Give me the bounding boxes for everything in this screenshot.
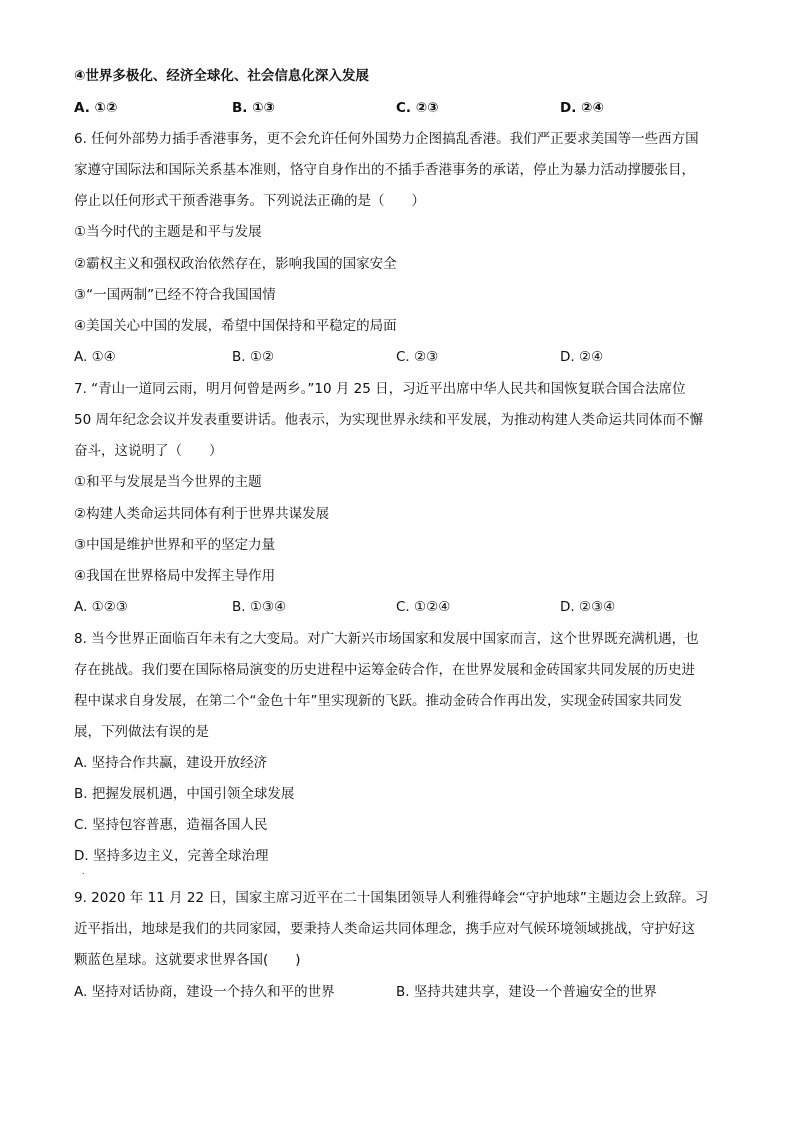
q5-item-4: ④世界多极化、经济全球化、社会信息化深入发展 bbox=[74, 68, 369, 84]
q6-stem-line-1: 6. 任何外部势力插手香港事务，更不会允许任何外国势力企图搞乱香港。我们严正要求美国等一些西方国 bbox=[74, 131, 699, 147]
q8-stem-line-2: 存在挑战。我们要在国际格局演变的历史进程中运筹金砖合作，在世界发展和金砖国家共同发展的历史进 bbox=[74, 662, 695, 678]
q8-choice-a: A. 坚持合作共赢，建设开放经济 bbox=[74, 755, 268, 771]
q6-options bbox=[74, 347, 734, 367]
q9-stem-line-1: 9. 2020 年 11 月 22 日，国家主席习近平在二十国集团领导人利雅得峰会“守护地球”主题边会上致辞。习 bbox=[74, 890, 709, 906]
q6-stem-line-3: 停止以任何形式干预香港事务。下列说法正确的是（ ） bbox=[74, 193, 425, 209]
q5-option-d: D. ②④ bbox=[560, 100, 604, 116]
q6-item-2: ②霸权主义和强权政治依然存在，影响我国的国家安全 bbox=[74, 256, 397, 272]
q8-choice-b: B. 把握发展机遇，中国引领全球发展 bbox=[74, 786, 295, 802]
q8-choice-d: D. 坚持多边主义，完善全球治理 bbox=[74, 848, 269, 864]
q5-option-c: C. ②③ bbox=[396, 100, 439, 116]
q8-stem-line-3: 程中谋求自身发展，在第二个“金色十年”里实现新的飞跃。推动金砖合作再出发，实现金砖国家共同发 bbox=[74, 693, 682, 709]
q8-stem-line-1: 8. 当今世界正面临百年未有之大变局。对广大新兴市场国家和发展中国家而言，这个世界既充满机遇，也 bbox=[74, 631, 699, 647]
q7-stem-line-2: 50 周年纪念会议并发表重要讲话。他表示，为实现世界永续和平发展，为推动构建人类命运共同体而不懈 bbox=[74, 412, 703, 428]
stray-dot: . bbox=[82, 867, 85, 876]
q9-options bbox=[74, 982, 734, 1002]
q7-item-1: ①和平与发展是当今世界的主题 bbox=[74, 474, 262, 490]
q7-option-c: C. ①②④ bbox=[396, 599, 451, 615]
q7-item-4: ④我国在世界格局中发挥主导作用 bbox=[74, 568, 276, 584]
q7-item-3: ③中国是维护世界和平的坚定力量 bbox=[74, 537, 276, 553]
q9-stem-line-3: 颗蓝色星球。这就要求世界各国( ) bbox=[74, 952, 301, 968]
q9-option-b: B. 坚持共建共享，建设一个普遍安全的世界 bbox=[396, 984, 657, 1000]
q7-stem-line-1: 7. “青山一道同云雨，明月何曾是两乡。”10 月 25 日，习近平出席中华人民共和国恢复联合国合法席位 bbox=[74, 381, 686, 397]
q6-option-b: B. ①② bbox=[232, 349, 275, 365]
q6-item-1: ①当今时代的主题是和平与发展 bbox=[74, 224, 262, 240]
q5-option-a: A. ①② bbox=[74, 100, 118, 116]
q7-stem-line-3: 奋斗，这说明了（ ） bbox=[74, 443, 223, 459]
q6-option-d: D. ②④ bbox=[560, 349, 604, 365]
q6-option-c: C. ②③ bbox=[396, 349, 439, 365]
q7-option-a: A. ①②③ bbox=[74, 599, 128, 615]
q6-option-a: A. ①④ bbox=[74, 349, 116, 365]
q6-stem-line-2: 家遵守国际法和国际关系基本准则，恪守自身作出的不插手香港事务的承诺，停止为暴力活动撑腰张目， bbox=[74, 162, 695, 178]
q9-stem-line-2: 近平指出，地球是我们的共同家园，要秉持人类命运共同体理念，携手应对气候环境领域挑战，守护好这 bbox=[74, 921, 695, 937]
q7-item-2: ②构建人类命运共同体有利于世界共谋发展 bbox=[74, 506, 330, 522]
q8-choice-c: C. 坚持包容普惠，造福各国人民 bbox=[74, 817, 268, 833]
q6-item-3: ③“一国两制”已经不符合我国国情 bbox=[74, 287, 276, 303]
q7-option-d: D. ②③④ bbox=[560, 599, 616, 615]
q5-options bbox=[74, 98, 734, 118]
q8-stem-line-4: 展，下列做法有误的是 bbox=[74, 724, 209, 740]
q5-option-b: B. ①③ bbox=[232, 100, 275, 116]
q9-option-a: A. 坚持对话协商，建设一个持久和平的世界 bbox=[74, 984, 335, 1000]
q7-options bbox=[74, 597, 734, 617]
q7-option-b: B. ①③④ bbox=[232, 599, 287, 615]
q6-item-4: ④美国关心中国的发展，希望中国保持和平稳定的局面 bbox=[74, 318, 397, 334]
